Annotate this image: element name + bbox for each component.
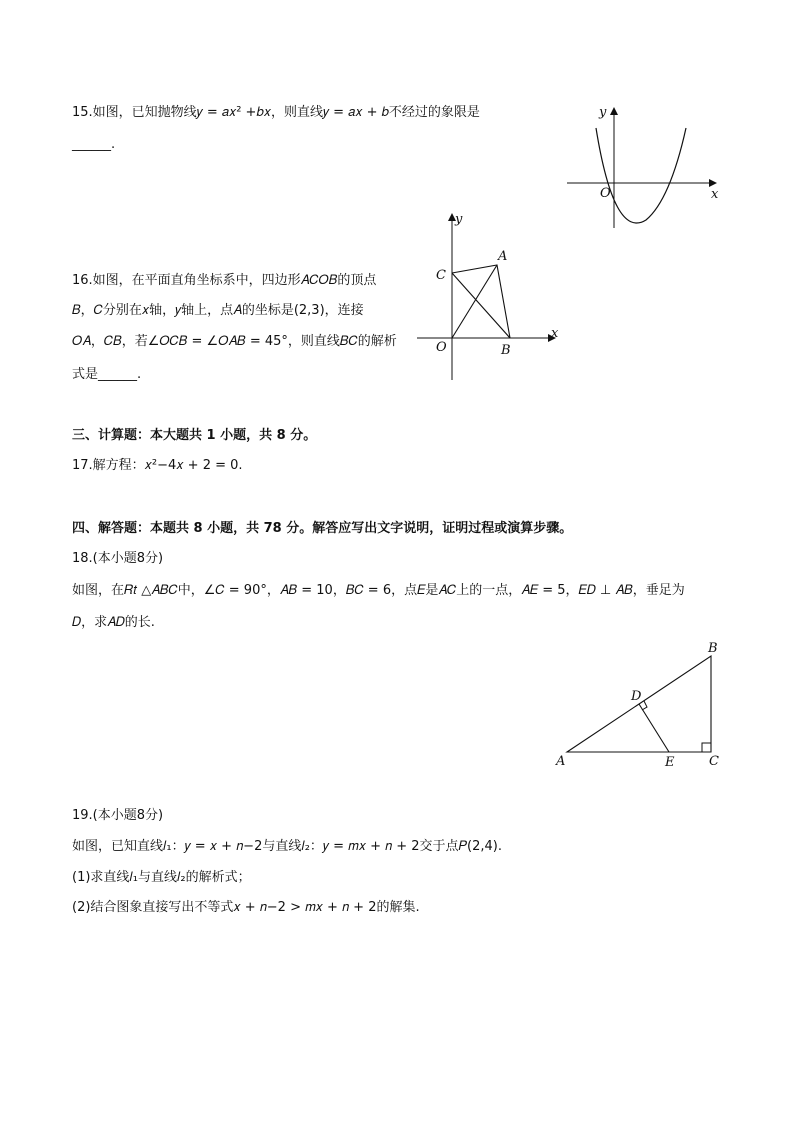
- section-4-heading: 四、解答题：本题共 8 小题，共 78 分。解答应写出文字说明，证明过程或演算步骤。: [72, 521, 573, 536]
- section-3-heading: 三、计算题：本大题共 1 小题，共 8 分。: [72, 428, 317, 443]
- x-axis-label: x: [711, 187, 719, 202]
- origin-label: O: [600, 186, 611, 201]
- segment-ed: [639, 704, 669, 752]
- q19-heading: 19.(本小题8分): [72, 808, 164, 823]
- origin-label: O: [436, 340, 447, 355]
- q18-heading: 18.(本小题8分): [72, 551, 164, 566]
- q16-text-line4: 式是______.: [72, 367, 142, 382]
- q19-subquestion-1: (1)求直线𝑙₁与直线𝑙₂的解析式；: [72, 870, 251, 885]
- q17-text: 17.解方程：𝑥²−4𝑥 + 2 = 0.: [72, 458, 243, 473]
- point-e-label: E: [665, 755, 675, 770]
- q19-subquestion-2: (2)结合图象直接写出不等式𝑥 + 𝑛−2 > 𝑚𝑥 + 𝑛 + 2的解集.: [72, 900, 420, 915]
- right-angle-d: [642, 701, 647, 710]
- point-a-label: A: [498, 249, 508, 264]
- triangle-figure: [555, 640, 725, 770]
- q18-text-line1: 如图，在𝑅𝑡 △𝐴𝐵𝐶中，∠𝐶 = 90°，𝐴𝐵 = 10，𝐵𝐶 = 6，点𝐸是𝐴𝐶上的一点，𝐴𝐸 = 5，𝐸𝐷 ⊥ 𝐴𝐵，垂足为: [72, 583, 685, 598]
- parabola-figure: [560, 100, 720, 230]
- q15-text-line1: 15.如图，已知抛物线𝑦 = 𝑎𝑥² +𝑏𝑥，则直线𝑦 = 𝑎𝑥 + 𝑏不经过的象限是: [72, 105, 480, 120]
- right-angle-c: [702, 743, 711, 752]
- point-c-label: C: [709, 754, 719, 769]
- point-c-label: C: [436, 268, 446, 283]
- q16-text-line1: 16.如图，在平面直角坐标系中，四边形𝐴𝐶𝑂𝐵的顶点: [72, 273, 377, 288]
- point-b-label: B: [708, 641, 718, 656]
- quadrilateral-figure: [415, 210, 575, 385]
- segment-oa: [452, 265, 497, 338]
- segment-cb: [452, 273, 510, 338]
- point-d-label: D: [631, 689, 642, 704]
- point-a-label: A: [556, 754, 566, 769]
- point-b-label: B: [501, 343, 511, 358]
- parabola-curve: [596, 128, 686, 223]
- q18-text-line2: 𝐷，求𝐴𝐷的长.: [72, 615, 155, 630]
- q15-answer-blank: ______.: [72, 137, 116, 152]
- y-axis-label: y: [599, 105, 607, 120]
- q19-text-line1: 如图，已知直线𝑙₁：𝑦 = 𝑥 + 𝑛−2与直线𝑙₂：𝑦 = 𝑚𝑥 + 𝑛 + 2交于点𝑃(2,4).: [72, 839, 502, 854]
- quadrilateral-acob: [452, 265, 510, 338]
- q16-text-line3: 𝑂𝐴，𝐶𝐵，若∠𝑂𝐶𝐵 = ∠𝑂𝐴𝐵 = 45°，则直线𝐵𝐶的解析: [72, 334, 397, 349]
- y-axis-label: y: [455, 212, 463, 227]
- x-axis-label: x: [551, 326, 559, 341]
- q16-text-line2: 𝐵，𝐶分别在𝑥轴，𝑦轴上，点𝐴的坐标是(2,3)，连接: [72, 303, 364, 318]
